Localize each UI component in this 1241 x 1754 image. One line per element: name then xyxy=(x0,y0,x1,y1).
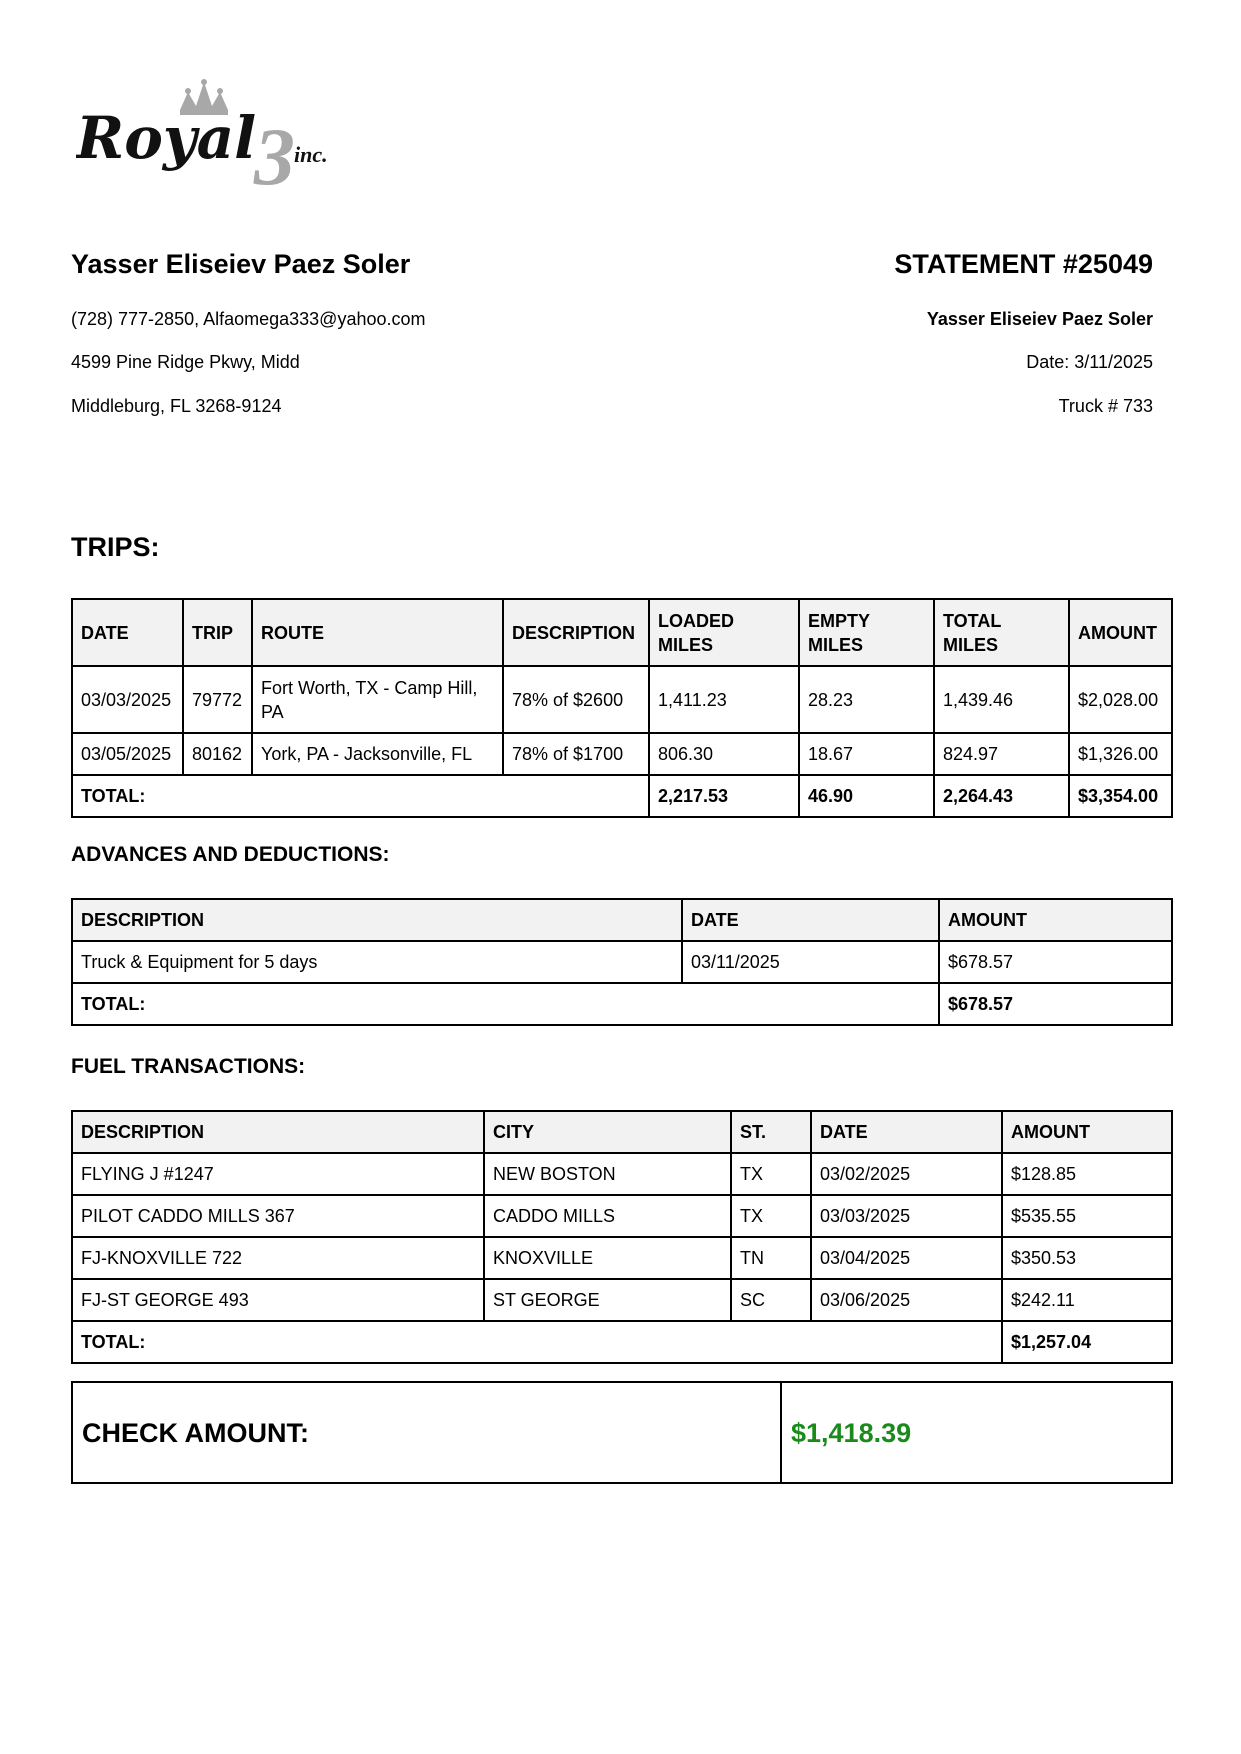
trips-header-row xyxy=(72,599,1172,666)
trip-amount: $2,028.00 xyxy=(1069,666,1172,733)
fuel-state: TN xyxy=(731,1237,811,1279)
statement-date: Date: 3/11/2025 xyxy=(1026,352,1153,372)
fuel-description: PILOT CADDO MILLS 367 xyxy=(72,1195,484,1237)
logo-suffix: inc. xyxy=(294,142,328,167)
trips-total-amount: $3,354.00 xyxy=(1069,775,1172,817)
check-amount-value: $1,418.39 xyxy=(781,1382,1172,1483)
fuel-amount: $535.55 xyxy=(1002,1195,1172,1237)
trip-total-miles: 1,439.46 xyxy=(934,666,1069,733)
fuel-state: SC xyxy=(731,1279,811,1321)
col-amount: AMOUNT xyxy=(1002,1111,1172,1153)
table-row xyxy=(72,733,1172,775)
advances-header-row xyxy=(72,899,1172,941)
trip-date: 03/03/2025 xyxy=(72,666,183,733)
trips-total-row xyxy=(72,775,1172,817)
advances-total-amount: $678.57 xyxy=(939,983,1172,1025)
fuel-date: 03/02/2025 xyxy=(811,1153,1002,1195)
table-row xyxy=(72,1237,1172,1279)
col-amount: AMOUNT xyxy=(939,899,1172,941)
fuel-city: KNOXVILLE xyxy=(484,1237,731,1279)
col-empty-miles: EMPTY MILES xyxy=(799,599,934,666)
advance-date: 03/11/2025 xyxy=(682,941,939,983)
trip-number: 79772 xyxy=(183,666,252,733)
fuel-date: 03/06/2025 xyxy=(811,1279,1002,1321)
fuel-description: FLYING J #1247 xyxy=(72,1153,484,1195)
col-date: DATE xyxy=(72,599,183,666)
col-description: DESCRIPTION xyxy=(72,1111,484,1153)
fuel-city: NEW BOSTON xyxy=(484,1153,731,1195)
col-trip: TRIP xyxy=(183,599,252,666)
col-date: DATE xyxy=(811,1111,1002,1153)
table-row xyxy=(72,666,1172,733)
fuel-description: FJ-KNOXVILLE 722 xyxy=(72,1237,484,1279)
fuel-table xyxy=(71,1110,1173,1364)
statement-name: Yasser Eliseiev Paez Soler xyxy=(926,309,1153,329)
check-amount-box xyxy=(71,1381,1173,1484)
table-row xyxy=(72,941,1172,983)
col-city: CITY xyxy=(484,1111,731,1153)
trip-amount: $1,326.00 xyxy=(1069,733,1172,775)
table-row xyxy=(72,1153,1172,1195)
fuel-city: CADDO MILLS xyxy=(484,1195,731,1237)
trips-table xyxy=(71,598,1173,818)
fuel-header-row xyxy=(72,1111,1172,1153)
fuel-total-row xyxy=(72,1321,1172,1363)
table-row xyxy=(72,1279,1172,1321)
trip-total-miles: 824.97 xyxy=(934,733,1069,775)
advances-total-row xyxy=(72,983,1172,1025)
trips-total-label: TOTAL: xyxy=(72,775,649,817)
fuel-amount: $128.85 xyxy=(1002,1153,1172,1195)
fuel-date: 03/03/2025 xyxy=(811,1195,1002,1237)
advances-table xyxy=(71,898,1173,1026)
check-amount-label: CHECK AMOUNT: xyxy=(72,1382,781,1483)
col-route: ROUTE xyxy=(252,599,503,666)
trip-date: 03/05/2025 xyxy=(72,733,183,775)
trips-total-miles: 2,264.43 xyxy=(934,775,1069,817)
trip-route: York, PA - Jacksonville, FL xyxy=(252,733,503,775)
driver-name: Yasser Eliseiev Paez Soler xyxy=(71,249,411,279)
advances-title: ADVANCES AND DEDUCTIONS: xyxy=(71,843,390,866)
fuel-description: FJ-ST GEORGE 493 xyxy=(72,1279,484,1321)
crown-logo-icon xyxy=(76,78,386,198)
trips-total-empty: 46.90 xyxy=(799,775,934,817)
col-amount: AMOUNT xyxy=(1069,599,1172,666)
statement-title: STATEMENT #25049 xyxy=(894,249,1153,279)
advances-total-label: TOTAL: xyxy=(72,983,939,1025)
fuel-total-amount: $1,257.04 xyxy=(1002,1321,1172,1363)
trip-route: Fort Worth, TX - Camp Hill, PA xyxy=(252,666,503,733)
advance-description: Truck & Equipment for 5 days xyxy=(72,941,682,983)
trip-loaded-miles: 806.30 xyxy=(649,733,799,775)
driver-address-line1: 4599 Pine Ridge Pkwy, Midd xyxy=(71,352,300,372)
fuel-amount: $350.53 xyxy=(1002,1237,1172,1279)
advance-amount: $678.57 xyxy=(939,941,1172,983)
trips-total-loaded: 2,217.53 xyxy=(649,775,799,817)
statement-info xyxy=(593,248,1153,416)
col-loaded-miles: LOADED MILES xyxy=(649,599,799,666)
fuel-title: FUEL TRANSACTIONS: xyxy=(71,1055,306,1078)
driver-address-line2: Middleburg, FL 3268-9124 xyxy=(71,396,282,416)
logo-numeral: 3 xyxy=(254,111,295,198)
fuel-state: TX xyxy=(731,1195,811,1237)
fuel-total-label: TOTAL: xyxy=(72,1321,1002,1363)
trip-description: 78% of $2600 xyxy=(503,666,649,733)
col-date: DATE xyxy=(682,899,939,941)
trip-description: 78% of $1700 xyxy=(503,733,649,775)
col-state: ST. xyxy=(731,1111,811,1153)
driver-info xyxy=(71,248,631,416)
fuel-amount: $242.11 xyxy=(1002,1279,1172,1321)
trip-empty-miles: 18.67 xyxy=(799,733,934,775)
fuel-date: 03/04/2025 xyxy=(811,1237,1002,1279)
table-row xyxy=(72,1195,1172,1237)
trip-empty-miles: 28.23 xyxy=(799,666,934,733)
fuel-city: ST GEORGE xyxy=(484,1279,731,1321)
driver-contact: (728) 777-2850, Alfaomega333@yahoo.com xyxy=(71,309,426,329)
col-total-miles: TOTAL MILES xyxy=(934,599,1069,666)
statement-truck: Truck # 733 xyxy=(1058,396,1153,416)
col-description: DESCRIPTION xyxy=(72,899,682,941)
trips-title: TRIPS: xyxy=(71,532,160,562)
check-amount-row xyxy=(72,1382,1172,1483)
fuel-state: TX xyxy=(731,1153,811,1195)
logo-wordmark: Royal xyxy=(76,104,257,172)
trip-loaded-miles: 1,411.23 xyxy=(649,666,799,733)
col-description: DESCRIPTION xyxy=(503,599,649,666)
company-logo xyxy=(76,78,386,198)
trip-number: 80162 xyxy=(183,733,252,775)
